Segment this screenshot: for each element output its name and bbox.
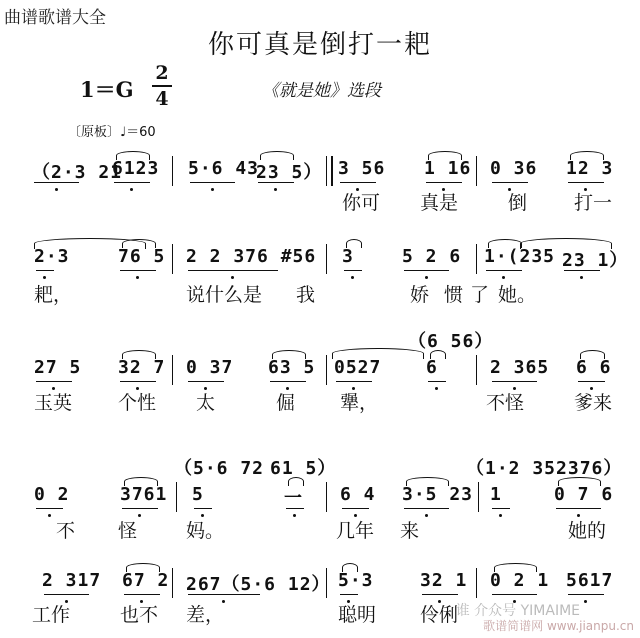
beam-line (36, 270, 54, 271)
lyric-text: 娇 (410, 284, 430, 306)
beam-line (428, 381, 446, 382)
beam-line (258, 182, 294, 183)
barline (172, 568, 173, 598)
note-group: 6123 (112, 158, 160, 179)
beam-line (578, 381, 605, 382)
note-group: 267（5·6 12） (186, 574, 331, 595)
note-group: 3 (342, 246, 354, 267)
beam-line (194, 508, 212, 509)
barline (172, 355, 173, 385)
octave-dot (425, 514, 428, 517)
beam-line (404, 508, 449, 509)
beam-line (36, 381, 72, 382)
slur-mark (346, 239, 362, 248)
barline (478, 482, 479, 512)
lyric-text: 倒 (508, 192, 528, 214)
note-group: 2·3 (34, 246, 70, 267)
lyric-text: 耙， (34, 284, 73, 306)
beam-line (568, 182, 604, 183)
beam-line (188, 381, 224, 382)
note-group: 2 317 (42, 570, 102, 591)
note-group: 63 5 (268, 357, 316, 378)
lyric-text: 说什么是 (186, 284, 263, 306)
octave-dot (425, 276, 428, 279)
note-group: 5 2 6 (402, 246, 462, 267)
slur-mark (124, 477, 158, 486)
note-group: 3761 (120, 484, 168, 505)
note-group: 32 7 (118, 357, 166, 378)
lyric-text: 个性 (118, 392, 157, 414)
tempo-marking: 〔原板〕♩＝60 (68, 125, 156, 140)
lyric-text: 了 (470, 284, 490, 306)
lyric-text: 来 (400, 520, 420, 542)
slur-mark (558, 477, 601, 486)
beam-line (556, 508, 601, 509)
barline (326, 355, 327, 385)
barline (326, 482, 327, 512)
octave-dot (138, 514, 141, 517)
lyric-text: 打一 (574, 192, 613, 214)
note-group: 一 (284, 488, 303, 509)
octave-dot (130, 188, 133, 191)
lyric-text: 聪明 (338, 604, 377, 626)
note-group: 2 365 (490, 357, 550, 378)
lyric-text: 妈。 (186, 520, 225, 542)
beam-line (426, 182, 462, 183)
note-group: 23 1） (562, 250, 629, 271)
beam-line (188, 594, 260, 595)
barline (326, 244, 327, 274)
note-group: 1 (490, 484, 502, 505)
note-group: 0 36 (490, 158, 538, 179)
barline (172, 156, 173, 186)
octave-dot (584, 600, 587, 603)
octave-dot (499, 514, 502, 517)
note-group: （2·3 21 (32, 162, 123, 183)
interlude-notes: （5·6 72 (174, 458, 265, 479)
beam-line (114, 182, 150, 183)
beam-line (44, 594, 89, 595)
note-group: 27 5 (34, 357, 82, 378)
lyric-text: 倔 (276, 392, 296, 414)
slur-mark (570, 151, 604, 160)
watermark-secondary: 谁 介众号 YIMAIME (455, 603, 580, 619)
octave-dot (435, 387, 438, 390)
barline (476, 355, 477, 385)
slur-mark (260, 151, 294, 160)
lyric-text: 不 (56, 520, 76, 542)
lyric-text: 她的 (568, 520, 607, 542)
barline (172, 244, 173, 274)
lyric-text: 工作 (32, 604, 71, 626)
lyric-text: 怪 (118, 520, 138, 542)
beam-line (340, 182, 376, 183)
beam-line (492, 381, 537, 382)
note-group: 12 3 (566, 158, 614, 179)
note-group: 3 56 (338, 158, 386, 179)
lyric-text: 惯 (444, 284, 464, 306)
note-group: 0 37 (186, 357, 234, 378)
lyric-text: 不怪 (486, 392, 525, 414)
lyric-text: 你可 (342, 192, 381, 214)
beam-line (188, 270, 278, 271)
beam-line (492, 508, 510, 509)
watermark: 歌谱简谱网 www.jianpu.cn (483, 619, 634, 633)
beam-line (120, 270, 156, 271)
lyric-text: 也不 (120, 604, 159, 626)
note-group: 5·6 43 (188, 158, 260, 179)
note-group: 67 2 (122, 570, 170, 591)
beam-line (486, 270, 522, 271)
slur-mark (430, 350, 446, 359)
beam-line (36, 508, 63, 509)
octave-dot (351, 276, 354, 279)
slur-mark (126, 563, 160, 572)
note-group: 6 6 (576, 357, 612, 378)
note-group: 1 16 (424, 158, 472, 179)
lyric-text: 太 (196, 392, 216, 414)
time-bottom: 4 (155, 88, 169, 110)
octave-dot (211, 188, 214, 191)
beam-line (492, 182, 528, 183)
note-group: 0 2 1 (490, 570, 550, 591)
beam-line (340, 594, 358, 595)
octave-dot (274, 188, 277, 191)
barline (331, 156, 332, 186)
beam-line (336, 381, 372, 382)
excerpt-label: 《就是她》选段 (262, 81, 381, 101)
beam-line (404, 270, 449, 271)
interlude-notes: 61 5） (270, 458, 337, 479)
lyric-text: 真是 (420, 192, 459, 214)
octave-dot (293, 514, 296, 517)
lyric-text: 犟， (340, 392, 379, 414)
note-group: 0 7 6 (554, 484, 614, 505)
barline (476, 244, 477, 274)
note-group: 0 2 (34, 484, 70, 505)
beam-line (568, 594, 604, 595)
slur-mark (488, 239, 522, 248)
lyric-text: 差， (186, 604, 225, 626)
note-group: 5·3 (338, 570, 374, 591)
slur-mark (116, 151, 150, 160)
lyric-text: 爹来 (574, 392, 613, 414)
time-signature (152, 62, 172, 110)
note-group: 76 5 (118, 246, 166, 267)
beam-line (124, 594, 160, 595)
tie-mark (332, 348, 424, 359)
barline (326, 156, 327, 186)
octave-dot (502, 276, 505, 279)
interlude-notes: （6 56） (408, 331, 494, 352)
octave-dot (48, 514, 51, 517)
beam-line (120, 381, 156, 382)
note-group: 6 (426, 357, 438, 378)
note-group: 23 5） (256, 162, 323, 183)
beam-line (270, 381, 306, 382)
slur-mark (272, 350, 306, 359)
slur-mark (494, 563, 537, 572)
note-group: 32 1 (420, 570, 468, 591)
note-group: 6 4 (340, 484, 376, 505)
note-group: 5617 (566, 570, 614, 591)
slur-mark (288, 477, 304, 486)
site-name: 曲谱歌谱大全 (4, 8, 106, 28)
lyric-text: 我 (296, 284, 316, 306)
octave-dot (580, 276, 583, 279)
note-group: 0527 (334, 357, 382, 378)
note-group: 1·(235 (484, 246, 556, 267)
time-top: 2 (155, 62, 169, 84)
interlude-notes: （1·2 352376） (466, 458, 623, 479)
lyric-text: 伶俐 (420, 604, 459, 626)
beam-line (344, 270, 362, 271)
slur-mark (580, 350, 605, 359)
note-group: 3·5 23 (402, 484, 474, 505)
slur-mark (428, 151, 462, 160)
lyric-text: 几年 (336, 520, 375, 542)
octave-dot (136, 276, 139, 279)
tie-mark (520, 238, 612, 249)
octave-dot (55, 188, 58, 191)
barline (476, 568, 477, 598)
beam-line (190, 182, 235, 183)
barline (326, 568, 327, 598)
slur-mark (122, 350, 156, 359)
tie-mark (34, 238, 146, 249)
note-group: 5 (192, 484, 204, 505)
slur-mark (342, 563, 358, 572)
beam-line (342, 508, 369, 509)
beam-line (422, 594, 458, 595)
beam-line (34, 182, 79, 183)
song-title: 你可真是倒打一耙 (207, 30, 432, 60)
slur-mark (406, 477, 449, 486)
barline (476, 156, 477, 186)
lyric-text: 她。 (498, 284, 537, 306)
barline (176, 482, 177, 512)
beam-line (564, 270, 600, 271)
note-group: 2 2 376 #56 (186, 246, 317, 267)
lyric-text: 玉英 (34, 392, 73, 414)
octave-dot (231, 276, 234, 279)
beam-line (122, 508, 158, 509)
beam-line (286, 508, 304, 509)
beam-line (492, 594, 537, 595)
octave-dot (43, 276, 46, 279)
key-signature: 1＝G (80, 77, 134, 102)
